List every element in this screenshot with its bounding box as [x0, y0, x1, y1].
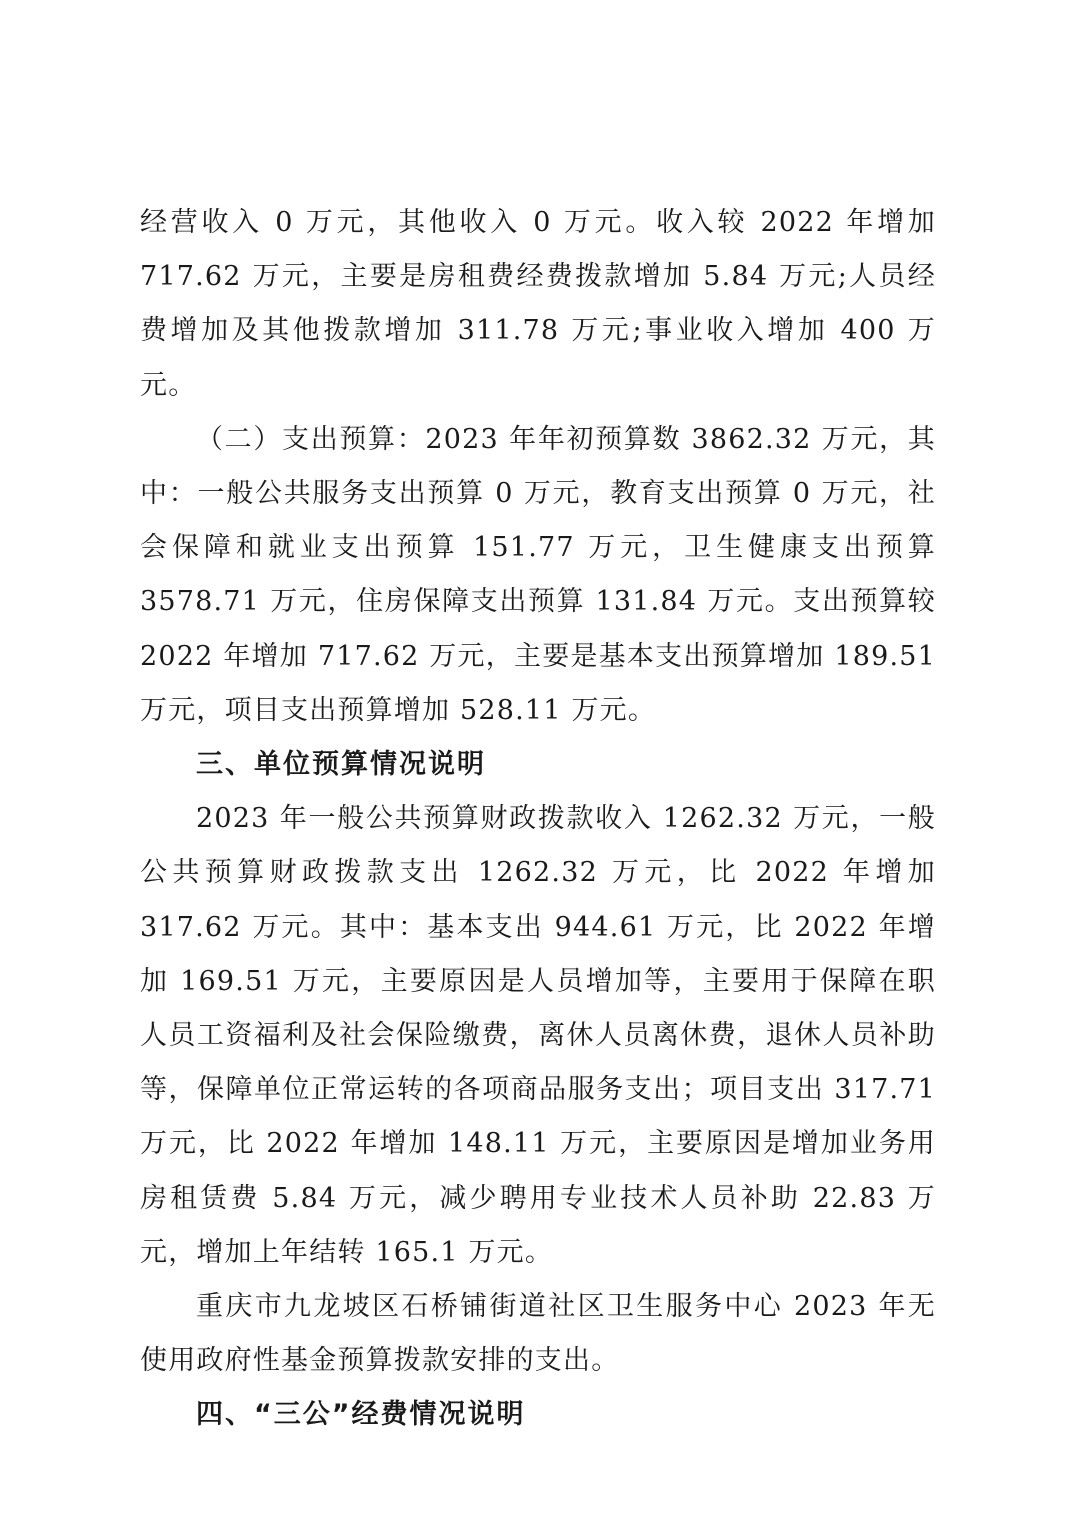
paragraph-government-fund: 重庆市九龙坡区石桥铺街道社区卫生服务中心 2023 年无使用政府性基金预算拨款安排的支出。	[140, 1291, 936, 1377]
paragraph-general-budget: 2023 年一般公共预算财政拨款收入 1262.32 万元，一般公共预算财政拨款支出 1262.32 万元，比 2022 年增加 317.62 万元。其中：基本支出 944.61 万元，比 2022 年增加 169.51 万元，主要原因是人员增加等，主要用于保障在职人员工资福利及社会保险缴费，离休人员离休费，退休人员补助等，保障单位正常运转的各项商品服务支出；项目支出 317.71 万元，比 2022 年增加 148.11 万元，主要原因是增加业务用房租赁费 5.84 万元，减少聘用专业技术人员补助 22.83 万元，增加上年结转 165.1 万元。	[140, 803, 936, 1268]
section-heading-unit-budget: 三、单位预算情况说明	[196, 749, 486, 781]
paragraph-income-summary: 经营收入 0 万元，其他收入 0 万元。收入较 2022 年增加 717.62 万元，主要是房租费经费拨款增加 5.84 万元;人员经费增加及其他拨款增加 311.78 万元;事业收入增加 400 万元。	[140, 207, 936, 401]
section-heading-three-public: 四、“三公”经费情况说明	[196, 1399, 526, 1431]
document-body	[140, 196, 936, 1443]
paragraph-expenditure-budget: （二）支出预算：2023 年年初预算数 3862.32 万元，其中：一般公共服务支出预算 0 万元，教育支出预算 0 万元，社会保障和就业支出预算 151.77 万元，卫生健康支出预算 3578.71 万元，住房保障支出预算 131.84 万元。支出预算较 2022 年增加 717.62 万元，主要是基本支出预算增加 189.51 万元，项目支出预算增加 528.11 万元。	[140, 423, 936, 726]
